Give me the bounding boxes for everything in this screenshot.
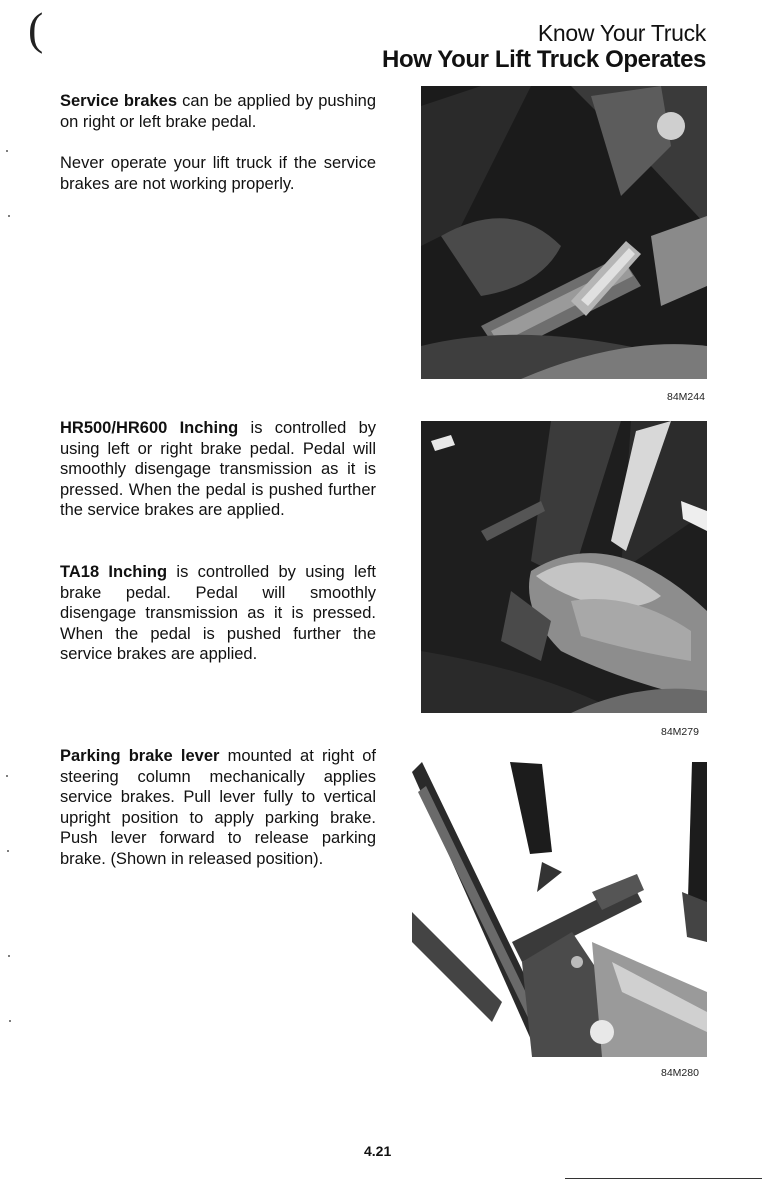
figure-caption: 84M244 (667, 391, 705, 403)
ta18-inching-term: TA18 Inching (60, 563, 168, 581)
service-brakes-text: can be applied by pushing on right or left brake pedal. (60, 92, 376, 131)
margin-parenthesis: ( (28, 3, 44, 54)
figure-caption: 84M279 (661, 726, 699, 738)
ta18-inching-text: is controlled by using left brake pedal. Pedal will smoothly disengage transmission as it is pressed. When the pedal is pushed further the service brakes are applied. (60, 563, 377, 664)
service-brakes-warning: Never operate your lift truck if the service brakes are not working properly. (60, 154, 376, 193)
section-header: Know Your Truck (537, 20, 706, 46)
scan-speck (7, 850, 9, 852)
inching-pedal-photo (421, 421, 707, 713)
parking-brake-term: Parking brake lever (60, 747, 220, 765)
parking-brake-text: mounted at right of steering column mechanically applies service brakes. Pull lever fully to vertical upright position to apply parking brake. Push lever forward to release parking brake. (Shown in released position). (60, 747, 376, 868)
scan-speck (6, 775, 8, 777)
scan-speck (6, 150, 8, 152)
page-number: 4.21 (364, 1143, 392, 1159)
scan-speck (8, 215, 10, 217)
service-brakes-paragraph (60, 91, 376, 132)
hr-inching-text: is controlled by using left or right brake pedal. Pedal will smoothly disengage transmission as it is pressed. When the pedal is pushed further the service brakes are applied. (60, 419, 377, 520)
brake-pedal-photo (421, 86, 707, 379)
scan-speck (8, 955, 10, 957)
parking-brake-paragraph (60, 746, 376, 870)
service-brakes-term: Service brakes (60, 92, 178, 110)
ta18-inching-paragraph (60, 562, 376, 665)
parking-brake-lever-photo (412, 762, 707, 1057)
hr-inching-paragraph (60, 418, 376, 521)
page-title: How Your Lift Truck Operates (382, 46, 706, 73)
hr-inching-term: HR500/HR600 Inching (60, 419, 239, 437)
scan-speck (9, 1020, 11, 1022)
figure-caption: 84M280 (661, 1067, 699, 1079)
